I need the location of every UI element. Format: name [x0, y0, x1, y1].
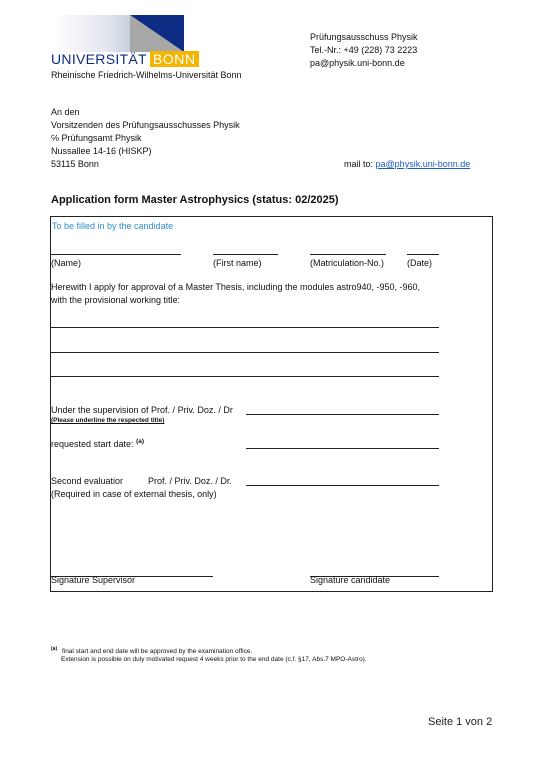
supervision-label: Under the supervision of Prof. / Priv. Doz. / Dr — [51, 405, 233, 415]
address-line-4: Nussallee 14-16 (HISKP) — [51, 146, 152, 156]
page-number: Seite 1 von 2 — [428, 716, 493, 728]
address-line-1: An den — [51, 107, 80, 117]
contact-name: Prüfungsausschuss Physik — [310, 32, 418, 42]
underline-title-note: (Please underline the respected title) — [51, 417, 165, 424]
start-date-field[interactable] — [246, 448, 439, 449]
label-name: (Name) — [51, 258, 82, 268]
apply-text-line-1: Herewith I apply for approval of a Master Thesis, including the modules astro940, -950, -960, — [51, 282, 421, 292]
second-evaluator-titles: Prof. / Priv. Doz. / Dr. — [148, 476, 232, 486]
candidate-heading: To be filled in by the candidate — [52, 221, 174, 231]
form-title: Application form Master Astrophysics (status: 02/2025) — [51, 194, 339, 206]
start-date-label-row — [51, 438, 144, 450]
second-evaluator-label: Second evaluatior — [51, 476, 124, 486]
apply-text-line-2: with the provisional working title: — [51, 295, 181, 305]
address-line-5: 53115 Bonn — [51, 159, 99, 169]
second-evaluator-note: (Required in case of external thesis, only) — [51, 489, 217, 499]
logo-word-bonn: BONN — [150, 51, 199, 67]
label-matriculation: (Matriculation-No.) — [310, 258, 385, 268]
address-line-2: Vorsitzenden des Prüfungsausschusses Physik — [51, 120, 240, 130]
mailto-link[interactable]: pa@physik.uni-bonn.de — [375, 159, 471, 169]
application-form-box — [50, 216, 493, 592]
start-date-footnote-mark: (a) — [136, 438, 145, 445]
footnote-text-1: final start and end date will be approved by the examination office. — [61, 648, 253, 656]
contact-email: pa@physik.uni-bonn.de — [310, 58, 405, 68]
logo-diagonal-mark — [130, 15, 184, 52]
footnote-mark: (a) — [51, 646, 58, 652]
second-evaluator-field[interactable] — [246, 485, 439, 486]
name-field[interactable] — [51, 254, 181, 255]
university-logo — [51, 51, 199, 67]
label-date: (Date) — [407, 258, 433, 268]
mailto-label: mail to: — [344, 159, 374, 169]
footnote-line-1 — [51, 645, 252, 656]
date-field[interactable] — [407, 254, 439, 255]
logo-word-universitaet: UNIVERSITÄT — [51, 51, 147, 67]
mailto-block — [344, 159, 470, 170]
thesis-title-line-3[interactable] — [51, 376, 439, 377]
contact-phone: Tel.-Nr.: +49 (228) 73 2223 — [310, 45, 418, 55]
label-first-name: (First name) — [213, 258, 262, 268]
footnote-line-2: Extension is possible on duly motivated request 4 weeks prior to the end date (c.f. §17, Abs.7 MPO-Astro). — [61, 656, 367, 663]
address-line-3: ℅ Prüfungsamt Physik — [51, 133, 142, 143]
thesis-title-line-1[interactable] — [51, 327, 439, 328]
signature-supervisor-label: Signature Supervisor — [51, 575, 136, 585]
start-date-label: requested start date: — [51, 439, 134, 449]
first-name-field[interactable] — [213, 254, 278, 255]
matriculation-field[interactable] — [310, 254, 386, 255]
signature-candidate-label: Signature candidate — [310, 575, 391, 585]
supervisor-field[interactable] — [246, 414, 439, 415]
thesis-title-line-2[interactable] — [51, 352, 439, 353]
university-subtitle: Rheinische Friedrich-Wilhelms-Universität Bonn — [51, 70, 242, 80]
